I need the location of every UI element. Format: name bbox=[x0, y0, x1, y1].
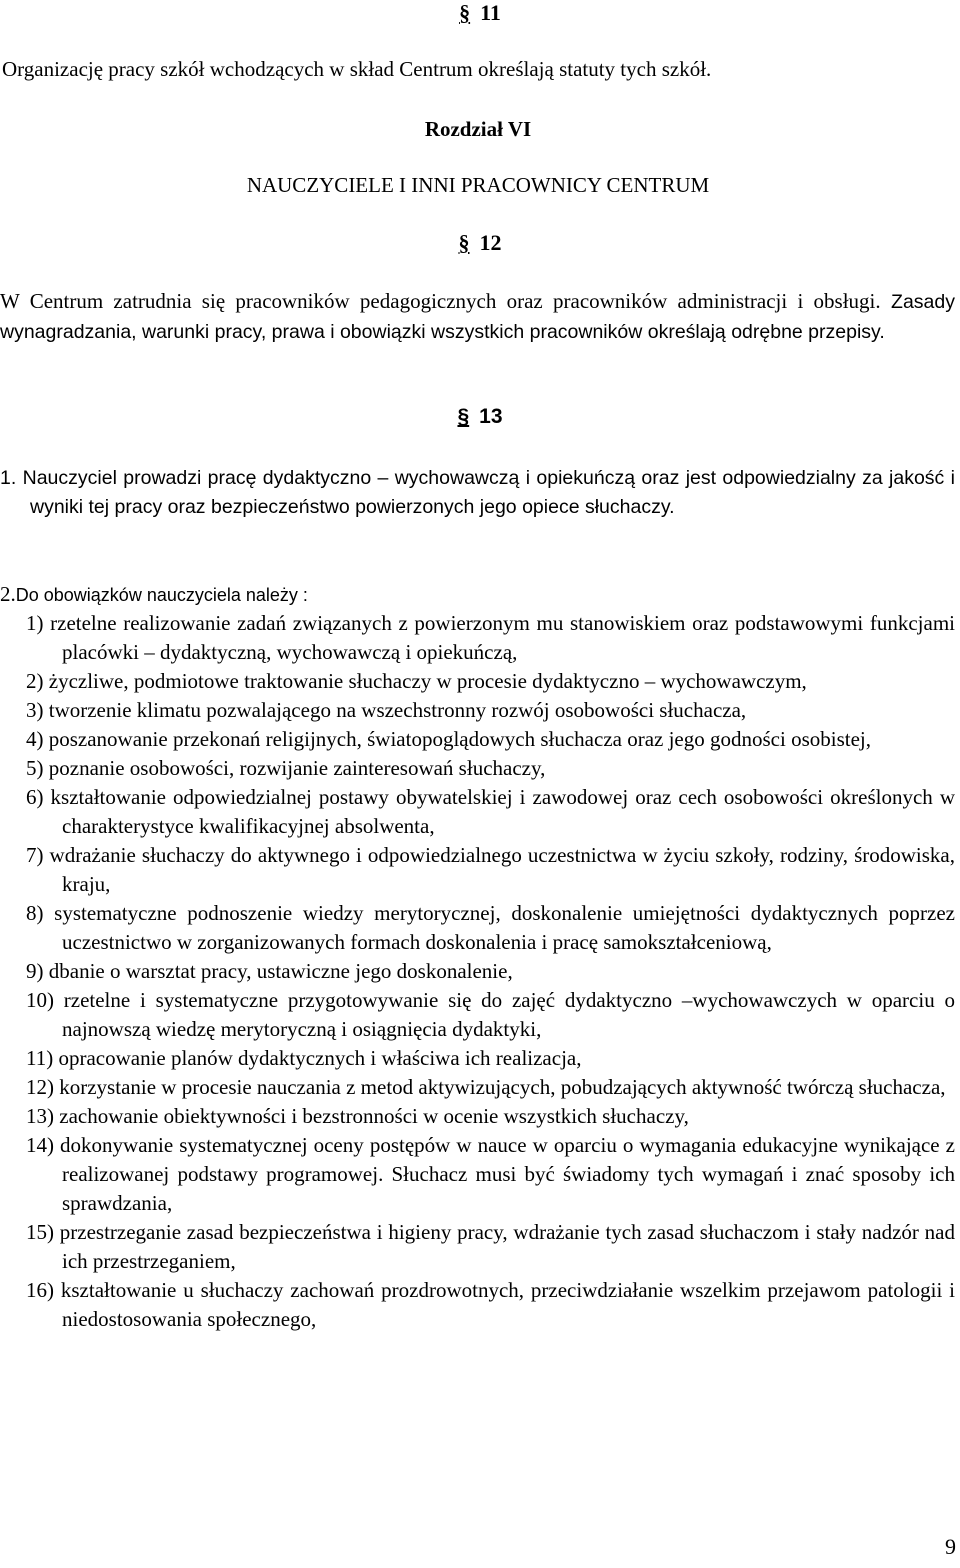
duty-item: 11) opracowanie planów dydaktycznych i właściwa ich realizacja, bbox=[26, 1046, 582, 1070]
duty-item: 9) dbanie o warsztat pracy, ustawiczne jego doskonalenie, bbox=[26, 959, 513, 983]
duty-item: 4) poszanowanie przekonań religijnych, światopoglądowych słuchacza oraz jego godności osobistej, bbox=[26, 727, 871, 751]
section-13-heading bbox=[0, 405, 960, 429]
duty-item: 12) korzystanie w procesie nauczania z metod aktywizujących, pobudzających aktywność twórczą słuchacza, bbox=[26, 1075, 946, 1099]
duty-item: 16) kształtowanie u słuchaczy zachowań prozdrowotnych, przeciwdziałanie wszelkim przejawom patologii i niedostosowania społecznego, bbox=[26, 1278, 955, 1331]
duty-item: 7) wdrażanie słuchaczy do aktywnego i odpowiedzialnego uczestnictwa w życiu szkoły, rodziny, środowiska, kraju, bbox=[26, 843, 955, 896]
section-number: 13 bbox=[479, 405, 503, 428]
intro-paragraph: Organizację pracy szkół wchodzących w skład Centrum określają statuty tych szkół. bbox=[2, 57, 712, 81]
section-sign: § bbox=[458, 230, 470, 255]
point-1-paragraph: 1. Nauczyciel prowadzi pracę dydaktyczno – wychowawczą i opiekuńczą oraz jest odpowiedzialny za jakość i wyniki tej pracy oraz bezpieczeństwo powierzonych jego opiece słuchaczy. bbox=[0, 467, 955, 518]
point-2-text: Do obowiązków nauczyciela należy : bbox=[15, 585, 308, 605]
section-12-text bbox=[0, 287, 955, 347]
duty-item: 3) tworzenie klimatu pozwalającego na wszechstronny rozwój osobowości słuchacza, bbox=[26, 698, 747, 722]
duty-item: 13) zachowanie obiektywności i bezstronności w ocenie wszystkich słuchaczy, bbox=[26, 1104, 689, 1128]
section-number: 12 bbox=[479, 230, 502, 255]
chapter-label: Rozdział VI bbox=[424, 117, 532, 141]
duty-item: 15) przestrzeganie zasad bezpieczeństwa i higieny pracy, wdrażanie tych zasad słuchaczom i stały nadzór nad ich przestrzeganiem, bbox=[26, 1220, 955, 1273]
duty-item: 8) systematyczne podnoszenie wiedzy merytorycznej, doskonalenie umiejętności dydaktycznych poprzez uczestnictwo w zorganizowanych formach doskonalenia i pracę samokształceniową, bbox=[26, 901, 955, 954]
duty-item: 14) dokonywanie systematycznej oceny postępów w nauce w oparciu o wymagania edukacyjne wynikające z realizowanej podstawy programowej. Słuchacz musi być świadomy tych wymagań i znać sposoby ich sprawdzania, bbox=[26, 1133, 955, 1215]
section-12-heading bbox=[0, 230, 960, 256]
duty-item: 1) rzetelne realizowanie zadań związanych z powierzonym mu stanowiskiem oraz podstawowymi funkcjami placówki – dydaktyczną, wychowawczą i opiekuńczą, bbox=[26, 611, 955, 664]
chapter-title: NAUCZYCIELE I INNI PRACOWNICY CENTRUM bbox=[246, 173, 710, 197]
point-2-number: 2. bbox=[0, 582, 16, 606]
section-sign: § bbox=[459, 0, 471, 25]
duty-item: 6) kształtowanie odpowiedzialnej postawy obywatelskiej i zawodowej oraz cech osobowości określonych w charakterystyce kwalifikacyjnej absolwenta, bbox=[26, 785, 955, 838]
duty-item: 5) poznanie osobowości, rozwijanie zainteresowań słuchaczy, bbox=[26, 756, 546, 780]
duty-item: 2) życzliwe, podmiotowe traktowanie słuchaczy w procesie dydaktyczno – wychowawczym, bbox=[26, 669, 807, 693]
section-number: 11 bbox=[480, 0, 501, 25]
duty-item: 10) rzetelne i systematyczne przygotowywanie się do zajęć dydaktyczno –wychowawczych w oparciu o najnowszą wiedzę merytoryczną i osiągnięcia dydaktyki, bbox=[26, 988, 955, 1041]
section-12-text-serif: W Centrum zatrudnia się pracowników pedagogicznych oraz pracowników administracji i obsługi. bbox=[0, 289, 881, 313]
section-sign: § bbox=[457, 405, 470, 428]
page-number: 9 bbox=[945, 1534, 956, 1559]
point-2-lead bbox=[0, 580, 955, 610]
duties-list bbox=[26, 609, 955, 1334]
section-11-heading bbox=[0, 0, 960, 26]
section-12-text-sans: Zasady wynagradzania, warunki pracy, prawa i obowiązki wszystkich pracowników określają odrębne przepisy. bbox=[0, 291, 955, 343]
